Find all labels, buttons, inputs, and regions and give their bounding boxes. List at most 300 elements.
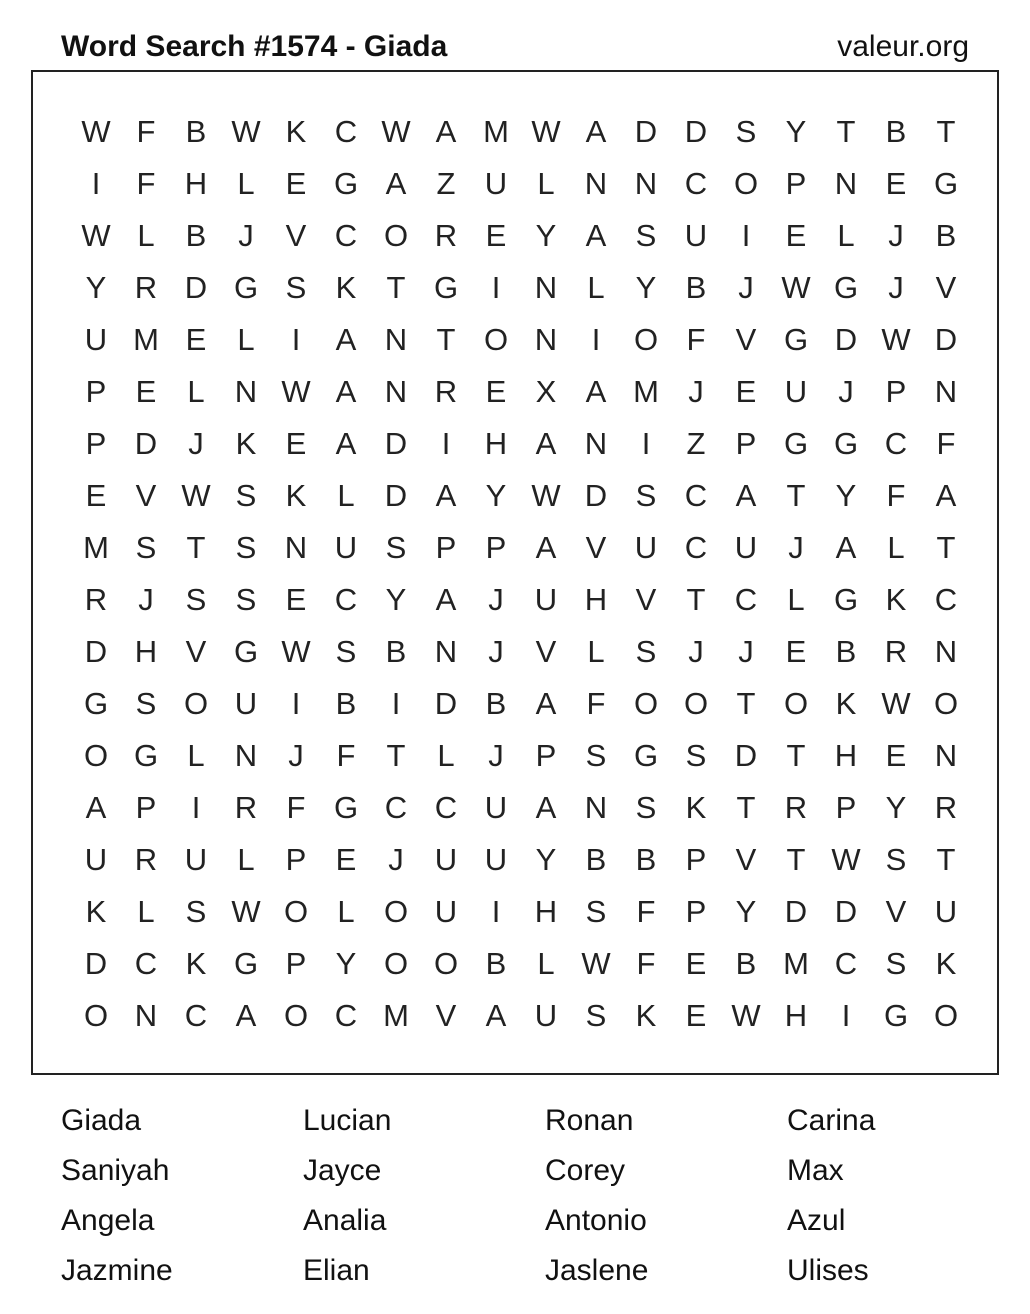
grid-cell[interactable]: I [291,686,301,721]
grid-cell[interactable]: J [288,738,304,773]
grid-cell[interactable]: D [934,322,958,357]
grid-cell[interactable]: A [335,322,357,357]
grid-cell[interactable]: A [735,478,757,513]
grid-cell[interactable]: L [137,218,155,253]
grid-cell[interactable]: M [783,946,809,981]
grid-cell[interactable]: I [741,218,751,253]
grid-cell[interactable]: K [635,998,657,1033]
grid-cell[interactable]: X [535,374,557,409]
grid-cell[interactable]: N [584,166,608,201]
grid-cell[interactable]: P [485,530,507,565]
grid-cell[interactable]: T [936,114,956,149]
grid-cell[interactable]: P [85,426,107,461]
grid-cell[interactable]: A [235,998,257,1033]
grid-cell[interactable]: Y [735,894,757,929]
grid-cell[interactable]: V [435,998,457,1033]
grid-cell[interactable]: S [635,634,657,669]
grid-cell[interactable]: L [887,530,905,565]
grid-cell[interactable]: U [934,894,958,929]
grid-cell[interactable]: R [134,842,158,877]
grid-cell[interactable]: O [383,946,409,981]
grid-cell[interactable]: A [585,114,607,149]
grid-cell[interactable]: T [436,322,456,357]
grid-cell[interactable]: J [838,374,854,409]
grid-cell[interactable]: B [635,842,657,877]
grid-cell[interactable]: V [735,842,757,877]
grid-cell[interactable]: L [337,894,355,929]
grid-cell[interactable]: U [784,374,808,409]
grid-cell[interactable]: U [334,530,358,565]
grid-cell[interactable]: Z [686,426,706,461]
grid-cell[interactable]: D [384,478,408,513]
grid-cell[interactable]: B [835,634,857,669]
grid-cell[interactable]: G [333,790,359,825]
grid-cell[interactable]: E [85,478,107,513]
grid-cell[interactable]: W [781,270,811,305]
grid-cell[interactable]: D [834,322,858,357]
grid-cell[interactable]: D [384,426,408,461]
grid-cell[interactable]: J [388,842,404,877]
grid-cell[interactable]: D [834,894,858,929]
grid-cell[interactable]: I [441,426,451,461]
grid-cell[interactable]: C [434,790,458,825]
grid-cell[interactable]: Y [335,946,357,981]
grid-cell[interactable]: S [235,478,257,513]
grid-cell[interactable]: T [386,738,406,773]
grid-cell[interactable]: O [383,894,409,929]
grid-cell[interactable]: C [684,478,708,513]
grid-cell[interactable]: O [283,998,309,1033]
grid-cell[interactable]: A [535,426,557,461]
grid-cell[interactable]: T [936,842,956,877]
grid-cell[interactable]: S [235,582,257,617]
grid-cell[interactable]: F [686,322,706,357]
grid-cell[interactable]: J [488,634,504,669]
grid-cell[interactable]: F [136,114,156,149]
grid-cell[interactable]: D [84,946,108,981]
grid-cell[interactable]: Y [385,582,407,617]
grid-cell[interactable]: W [81,114,111,149]
grid-cell[interactable]: B [185,218,207,253]
grid-cell[interactable]: F [286,790,306,825]
grid-cell[interactable]: R [84,582,108,617]
grid-cell[interactable]: R [234,790,258,825]
grid-cell[interactable]: F [636,946,656,981]
grid-cell[interactable]: G [933,166,959,201]
grid-cell[interactable]: W [581,946,611,981]
grid-cell[interactable]: A [485,998,507,1033]
grid-cell[interactable]: O [483,322,509,357]
grid-cell[interactable]: A [385,166,407,201]
grid-cell[interactable]: U [234,686,258,721]
grid-cell[interactable]: N [934,634,958,669]
grid-cell[interactable]: C [834,946,858,981]
grid-cell[interactable]: S [135,686,157,721]
grid-cell[interactable]: O [183,686,209,721]
grid-cell[interactable]: I [491,270,501,305]
grid-cell[interactable]: H [784,998,808,1033]
grid-cell[interactable]: L [137,894,155,929]
grid-cell[interactable]: C [334,582,358,617]
grid-cell[interactable]: S [635,218,657,253]
grid-cell[interactable]: U [434,894,458,929]
grid-cell[interactable]: F [586,686,606,721]
grid-cell[interactable]: A [85,790,107,825]
grid-cell[interactable]: S [335,634,357,669]
grid-cell[interactable]: H [534,894,558,929]
grid-cell[interactable]: S [285,270,307,305]
grid-cell[interactable]: V [935,270,957,305]
grid-cell[interactable]: I [591,322,601,357]
grid-cell[interactable]: T [686,582,706,617]
grid-cell[interactable]: K [185,946,207,981]
grid-cell[interactable]: K [235,426,257,461]
grid-cell[interactable]: D [184,270,208,305]
grid-cell[interactable]: A [835,530,857,565]
grid-cell[interactable]: U [484,842,508,877]
grid-cell[interactable]: U [484,790,508,825]
grid-cell[interactable]: M [483,114,509,149]
grid-cell[interactable]: T [786,478,806,513]
grid-cell[interactable]: E [485,218,507,253]
grid-cell[interactable]: L [537,946,555,981]
grid-cell[interactable]: G [233,634,259,669]
grid-cell[interactable]: N [834,166,858,201]
grid-cell[interactable]: K [835,686,857,721]
grid-cell[interactable]: N [534,322,558,357]
grid-cell[interactable]: J [188,426,204,461]
grid-cell[interactable]: K [335,270,357,305]
grid-cell[interactable]: W [531,114,561,149]
grid-cell[interactable]: E [285,426,307,461]
grid-cell[interactable]: O [933,998,959,1033]
grid-cell[interactable]: H [134,634,158,669]
grid-cell[interactable]: Y [835,478,857,513]
grid-cell[interactable]: G [633,738,659,773]
grid-cell[interactable]: D [784,894,808,929]
grid-cell[interactable]: L [237,842,255,877]
grid-cell[interactable]: S [585,998,607,1033]
grid-cell[interactable]: N [134,998,158,1033]
grid-cell[interactable]: S [185,582,207,617]
grid-cell[interactable]: J [488,738,504,773]
grid-cell[interactable]: J [738,634,754,669]
grid-cell[interactable]: G [783,322,809,357]
grid-cell[interactable]: B [485,946,507,981]
grid-cell[interactable]: L [587,634,605,669]
grid-cell[interactable]: G [833,426,859,461]
grid-cell[interactable]: V [135,478,157,513]
grid-cell[interactable]: W [831,842,861,877]
grid-cell[interactable]: C [684,166,708,201]
grid-cell[interactable]: L [537,166,555,201]
grid-cell[interactable]: V [635,582,657,617]
grid-cell[interactable]: A [335,374,357,409]
grid-cell[interactable]: D [584,478,608,513]
grid-cell[interactable]: A [435,478,457,513]
grid-cell[interactable]: U [634,530,658,565]
grid-cell[interactable]: I [91,166,101,201]
grid-cell[interactable]: G [133,738,159,773]
grid-cell[interactable]: N [934,374,958,409]
grid-cell[interactable]: Y [85,270,107,305]
grid-cell[interactable]: C [334,998,358,1033]
grid-cell[interactable]: O [633,322,659,357]
grid-cell[interactable]: F [886,478,906,513]
grid-cell[interactable]: N [434,634,458,669]
grid-cell[interactable]: K [685,790,707,825]
grid-cell[interactable]: S [385,530,407,565]
grid-cell[interactable]: H [184,166,208,201]
grid-cell[interactable]: O [783,686,809,721]
grid-cell[interactable]: W [181,478,211,513]
grid-cell[interactable]: B [485,686,507,721]
grid-cell[interactable]: S [185,894,207,929]
grid-cell[interactable]: H [484,426,508,461]
grid-cell[interactable]: W [881,686,911,721]
grid-cell[interactable]: V [185,634,207,669]
grid-cell[interactable]: P [135,790,157,825]
grid-cell[interactable]: T [936,530,956,565]
grid-cell[interactable]: G [783,426,809,461]
grid-cell[interactable]: F [936,426,956,461]
grid-cell[interactable]: A [585,374,607,409]
grid-cell[interactable]: L [437,738,455,773]
grid-cell[interactable]: C [884,426,908,461]
grid-cell[interactable]: L [237,166,255,201]
grid-cell[interactable]: J [788,530,804,565]
grid-cell[interactable]: A [535,530,557,565]
grid-cell[interactable]: O [633,686,659,721]
grid-cell[interactable]: T [786,738,806,773]
grid-cell[interactable]: T [186,530,206,565]
grid-cell[interactable]: Y [785,114,807,149]
grid-cell[interactable]: D [634,114,658,149]
grid-cell[interactable]: N [634,166,658,201]
grid-cell[interactable]: P [435,530,457,565]
grid-cell[interactable]: J [688,374,704,409]
grid-cell[interactable]: D [684,114,708,149]
grid-cell[interactable]: O [283,894,309,929]
grid-cell[interactable]: M [83,530,109,565]
grid-cell[interactable]: C [934,582,958,617]
grid-cell[interactable]: U [534,998,558,1033]
grid-cell[interactable]: N [934,738,958,773]
grid-cell[interactable]: B [185,114,207,149]
grid-cell[interactable]: J [888,270,904,305]
grid-cell[interactable]: P [735,426,757,461]
grid-cell[interactable]: C [684,530,708,565]
grid-cell[interactable]: L [337,478,355,513]
grid-cell[interactable]: S [885,842,907,877]
grid-cell[interactable]: B [585,842,607,877]
grid-cell[interactable]: R [134,270,158,305]
grid-cell[interactable]: G [233,270,259,305]
grid-cell[interactable]: U [534,582,558,617]
grid-cell[interactable]: U [84,842,108,877]
grid-cell[interactable]: T [836,114,856,149]
grid-cell[interactable]: A [535,686,557,721]
grid-cell[interactable]: O [383,218,409,253]
grid-cell[interactable]: S [235,530,257,565]
grid-cell[interactable]: O [933,686,959,721]
grid-cell[interactable]: R [934,790,958,825]
grid-cell[interactable]: M [633,374,659,409]
grid-cell[interactable]: K [885,582,907,617]
grid-cell[interactable]: R [884,634,908,669]
grid-cell[interactable]: P [685,842,707,877]
grid-cell[interactable]: G [233,946,259,981]
grid-cell[interactable]: N [584,426,608,461]
grid-cell[interactable]: U [434,842,458,877]
grid-cell[interactable]: Y [535,842,557,877]
grid-cell[interactable]: P [285,842,307,877]
grid-cell[interactable]: P [885,374,907,409]
grid-cell[interactable]: N [384,322,408,357]
grid-cell[interactable]: W [531,478,561,513]
grid-cell[interactable]: H [834,738,858,773]
grid-cell[interactable]: G [83,686,109,721]
grid-cell[interactable]: S [735,114,757,149]
grid-cell[interactable]: J [688,634,704,669]
grid-cell[interactable]: W [281,374,311,409]
grid-cell[interactable]: P [835,790,857,825]
grid-cell[interactable]: A [435,582,457,617]
grid-cell[interactable]: D [434,686,458,721]
grid-cell[interactable]: Y [535,218,557,253]
grid-cell[interactable]: U [684,218,708,253]
grid-cell[interactable]: C [134,946,158,981]
grid-cell[interactable]: Y [635,270,657,305]
grid-cell[interactable]: O [83,738,109,773]
grid-cell[interactable]: A [335,426,357,461]
grid-cell[interactable]: O [733,166,759,201]
grid-cell[interactable]: N [234,738,258,773]
grid-cell[interactable]: G [333,166,359,201]
grid-cell[interactable]: S [635,478,657,513]
grid-cell[interactable]: T [736,686,756,721]
grid-cell[interactable]: O [683,686,709,721]
grid-cell[interactable]: W [281,634,311,669]
grid-cell[interactable]: U [484,166,508,201]
grid-cell[interactable]: V [885,894,907,929]
grid-cell[interactable]: C [334,218,358,253]
grid-cell[interactable]: Z [436,166,456,201]
grid-cell[interactable]: S [685,738,707,773]
grid-cell[interactable]: W [731,998,761,1033]
grid-cell[interactable]: W [231,114,261,149]
grid-cell[interactable]: M [133,322,159,357]
grid-cell[interactable]: J [238,218,254,253]
grid-cell[interactable]: A [535,790,557,825]
grid-cell[interactable]: J [888,218,904,253]
grid-cell[interactable]: A [935,478,957,513]
grid-cell[interactable]: Y [885,790,907,825]
grid-cell[interactable]: P [85,374,107,409]
grid-cell[interactable]: S [585,894,607,929]
grid-cell[interactable]: Y [485,478,507,513]
grid-cell[interactable]: W [81,218,111,253]
grid-cell[interactable]: D [734,738,758,773]
grid-cell[interactable]: O [433,946,459,981]
grid-cell[interactable]: C [384,790,408,825]
grid-cell[interactable]: G [433,270,459,305]
grid-cell[interactable]: P [535,738,557,773]
grid-cell[interactable]: K [935,946,957,981]
grid-cell[interactable]: P [285,946,307,981]
grid-cell[interactable]: L [787,582,805,617]
grid-cell[interactable]: V [285,218,307,253]
grid-cell[interactable]: R [434,374,458,409]
grid-cell[interactable]: C [734,582,758,617]
grid-cell[interactable]: V [535,634,557,669]
grid-cell[interactable]: V [585,530,607,565]
grid-cell[interactable]: S [585,738,607,773]
grid-cell[interactable]: I [641,426,651,461]
grid-cell[interactable]: L [187,374,205,409]
grid-cell[interactable]: S [885,946,907,981]
grid-cell[interactable]: E [885,738,907,773]
grid-cell[interactable]: R [784,790,808,825]
grid-cell[interactable]: E [735,374,757,409]
grid-cell[interactable]: K [285,478,307,513]
grid-cell[interactable]: N [234,374,258,409]
grid-cell[interactable]: E [135,374,157,409]
grid-cell[interactable]: P [785,166,807,201]
grid-cell[interactable]: D [134,426,158,461]
grid-cell[interactable]: E [885,166,907,201]
grid-cell[interactable]: N [384,374,408,409]
grid-cell[interactable]: U [84,322,108,357]
grid-cell[interactable]: D [84,634,108,669]
grid-cell[interactable]: W [231,894,261,929]
grid-cell[interactable]: C [334,114,358,149]
grid-cell[interactable]: V [735,322,757,357]
grid-cell[interactable]: B [885,114,907,149]
grid-cell[interactable]: E [185,322,207,357]
grid-cell[interactable]: I [191,790,201,825]
grid-cell[interactable]: G [833,270,859,305]
grid-cell[interactable]: M [383,998,409,1033]
grid-cell[interactable]: E [335,842,357,877]
grid-cell[interactable]: B [735,946,757,981]
grid-cell[interactable]: E [685,946,707,981]
grid-cell[interactable]: J [138,582,154,617]
grid-cell[interactable]: B [935,218,957,253]
grid-cell[interactable]: T [386,270,406,305]
grid-cell[interactable]: I [491,894,501,929]
grid-cell[interactable]: E [285,166,307,201]
grid-cell[interactable]: I [291,322,301,357]
grid-cell[interactable]: C [184,998,208,1033]
grid-cell[interactable]: N [584,790,608,825]
grid-cell[interactable]: J [738,270,754,305]
grid-cell[interactable]: A [435,114,457,149]
grid-cell[interactable]: B [385,634,407,669]
grid-cell[interactable]: E [785,218,807,253]
grid-cell[interactable]: E [285,582,307,617]
grid-cell[interactable]: B [335,686,357,721]
grid-cell[interactable]: N [284,530,308,565]
grid-cell[interactable]: J [488,582,504,617]
grid-cell[interactable]: T [786,842,806,877]
grid-cell[interactable]: H [584,582,608,617]
grid-cell[interactable]: F [136,166,156,201]
grid-cell[interactable]: U [734,530,758,565]
grid-cell[interactable]: F [636,894,656,929]
grid-cell[interactable]: U [184,842,208,877]
grid-cell[interactable]: K [285,114,307,149]
